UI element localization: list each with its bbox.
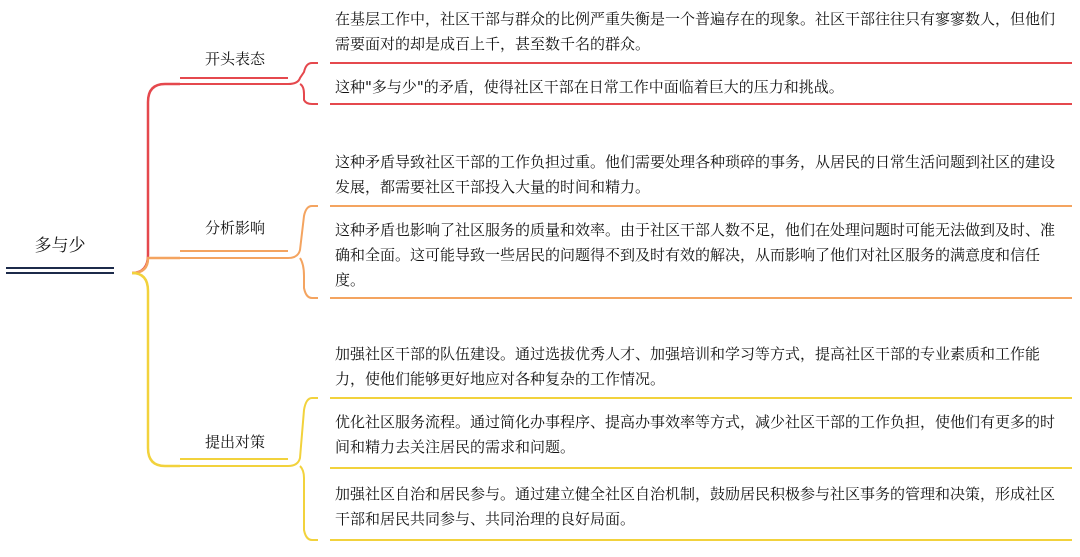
branch-label-analysis: 分析影响 (204, 219, 265, 237)
leaf-opening-2: 这种"多与少"的矛盾，使得社区干部在日常工作中面临着巨大的压力和挑战。 (335, 78, 844, 96)
root-node: 多与少 (34, 236, 86, 256)
leaf-measures-3: 加强社区自治和居民参与。通过建立健全社区自治机制，鼓励居民积极参与社区事务的管理和决策，形成社区干部和居民共同参与、共同治理的良好局面。 (335, 485, 1056, 528)
branch-2-bracket (288, 206, 318, 298)
leaf-measures-2: 优化社区服务流程。通过简化办事程序、提高办事效率等方式，减少社区干部的工作负担，使他们有更多的时间和精力去关注居民的需求和问题。 (335, 413, 1056, 456)
trunk-to-branch-2 (132, 258, 180, 273)
leaf-measures-1: 加强社区干部的队伍建设。通过选拔优秀人才、加强培训和学习等方式，提高社区干部的专业素质和工作能力，使他们能够更好地应对各种复杂的工作情况。 (335, 345, 1041, 388)
leaf-analysis-2: 这种矛盾也影响了社区服务的质量和效率。由于社区干部人数不足，他们在处理问题时可能无法做到及时、准确和全面。这可能导致一些居民的问题得不到及时有效的解决，从而影响了他们对社区服务的满意度和信任度。 (335, 221, 1056, 289)
branch-label-measures: 提出对策 (204, 433, 265, 451)
leaf-opening-1: 在基层工作中，社区干部与群众的比例严重失衡是一个普遍存在的现象。社区干部往往只有寥寥数人，但他们需要面对的却是成百上千，甚至数千名的群众。 (335, 10, 1056, 53)
branch-1-bracket (288, 63, 318, 104)
leaf-analysis-1: 这种矛盾导致社区干部的工作负担过重。他们需要处理各种琐碎的事务，从居民的日常生活问题到社区的建设发展，都需要社区干部投入大量的时间和精力。 (335, 153, 1056, 196)
trunk-to-branch-1 (132, 84, 180, 273)
branch-3-bracket (288, 398, 318, 540)
trunk-to-branch-3 (132, 273, 180, 466)
branch-label-opening: 开头表态 (204, 50, 265, 68)
